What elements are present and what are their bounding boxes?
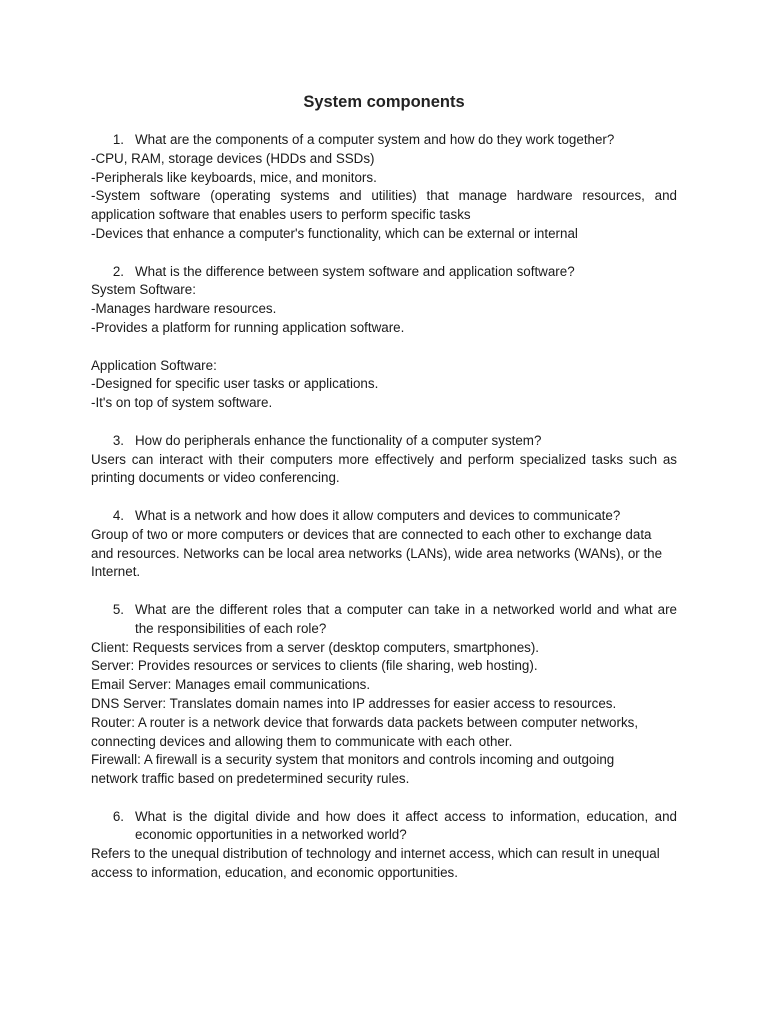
answer-line: -Peripherals like keyboards, mice, and monitors. [91,169,377,185]
question-4 [91,507,677,526]
answer-line: Client: Requests services from a server (desktop computers, smartphones). [91,639,540,655]
paragraph-gap [91,338,677,357]
answer-line: Router: A router is a network device that forwards data packets between computer networks, connecting devices and allowing them to communicate with each other. [91,714,639,749]
answer-line: -CPU, RAM, storage devices (HDDs and SSDs) [91,150,375,166]
answer-line: Server: Provides resources or services to clients (file sharing, web hosting). [91,658,538,674]
answer-line: -Manages hardware resources. [91,301,277,317]
answer-line: Email Server: Manages email communications. [91,677,371,693]
question-text: What is the digital divide and how does it affect access to information, education, and economic opportunities in a networked world? [135,808,677,843]
question-1 [91,131,677,150]
answer-line: -Provides a platform for running application software. [91,319,405,335]
answer-line: Users can interact with their computers more effectively and perform specialized tasks such as printing documents or video conferencing. [91,451,677,486]
question-number: 2. [112,263,124,279]
question-number: 1. [112,132,124,147]
answer-line: Firewall: A firewall is a security system that monitors and controls incoming and outgoing network traffic based on predetermined security rules. [91,752,615,787]
question-number: 4. [112,507,124,523]
question-text: What are the different roles that a computer can take in a networked world and what are the responsibilities of each role? [135,601,677,636]
question-number: 5. [112,601,124,617]
answer-line: -Devices that enhance a computer's functionality, which can be external or internal [91,225,578,241]
question-3 [91,432,677,451]
question-5 [91,601,677,639]
document-body [91,131,677,883]
answer-line: -It's on top of system software. [91,395,273,411]
question-number: 3. [112,432,124,448]
answer-line: DNS Server: Translates domain names into IP addresses for easier access to resources. [91,695,617,711]
question-2 [91,263,677,282]
question-text: What are the components of a computer system and how do they work together? [135,132,615,147]
answer-line: System Software: [91,282,196,298]
answer-line: Group of two or more computers or devices that are connected to each other to exchange data and resources. Networks can be local area networks (LANs), wide area networks (WANs), or the Internet. [91,526,663,580]
answer-line: Application Software: [91,357,217,373]
answer-line: -System software (operating systems and utilities) that manage hardware resources, and application software that enables users to perform specific tasks [91,188,677,223]
question-text: What is a network and how does it allow computers and devices to communicate? [135,507,621,523]
question-number: 6. [112,808,124,824]
question-6 [91,808,677,846]
question-text: What is the difference between system software and application software? [135,263,575,279]
question-text: How do peripherals enhance the functionality of a computer system? [135,432,542,448]
answer-line: Refers to the unequal distribution of technology and internet access, which can result in unequal access to information, education, and economic opportunities. [91,846,660,881]
page-title: System components [303,93,465,111]
answer-line: -Designed for specific user tasks or applications. [91,376,379,392]
